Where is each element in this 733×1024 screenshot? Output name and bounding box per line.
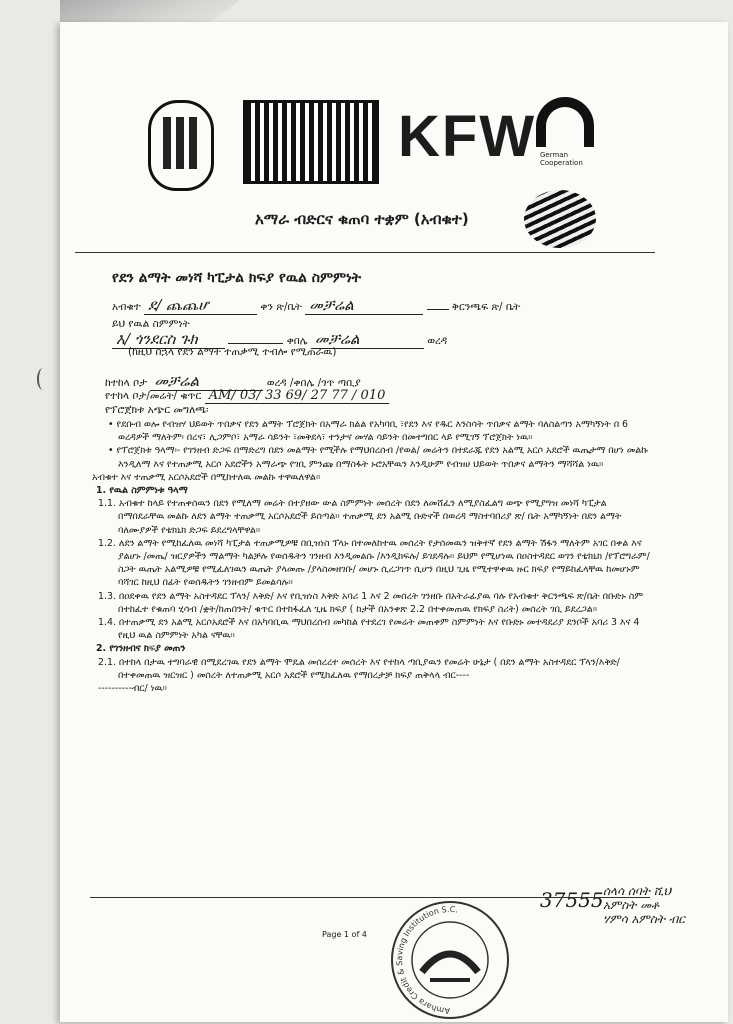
- footer-divider: [90, 897, 650, 898]
- parties-line-2b: እ/ ጎንደርስ ጉክ ቀበሌ መቻሬል ወረዳ: [112, 330, 447, 349]
- plantation-site-field: መቻሬል: [150, 372, 263, 391]
- clause: 1.3. በዐደቀዉ የደን ልማት አስተዳደር ፕላን/ እቅድ/ እና የቢዝነስ እቅድ አባሪ 1 እና 2 መሰረት ገንዘቡ በአትራፊያዉ ባሉ የአብቁተ ቅርንጫፍ ጽ/ቤት በቡድኑ ስም በተከፈተ የቁጠባ ሂሳብ /ቋት/ከጠበንት/ ቁጥር በተከፋፈለ ጊዜ ክፍያ ( ከታች በአንቀጽ 2.2 በተቀመጠዉ የክፍያ ስሪት) መሰረት ገቢ ይደረጋል።: [98, 590, 644, 615]
- project-summary-label: የፕሮጀክቱ አጭር መግለጫ፡: [105, 404, 209, 416]
- german-cooperation-logo: German Cooperation: [536, 97, 598, 153]
- kebele-handwritten-field: መቻሬል: [311, 330, 424, 349]
- header-divider: [75, 252, 655, 253]
- branch-handwritten-field: ደ/ ጨጨሆ: [144, 296, 257, 315]
- plot-number-field: AM/ 03/ 33 69/ 27 77 / 010: [205, 388, 390, 404]
- amount-words-handwritten: ሰላሳ ሰባት ሺህ አምስት መቶ ሃምሳ አምስት ብር: [603, 884, 685, 926]
- document-body: [92, 418, 652, 695]
- address-line-2: የተከላ ቦታ/መሬት/ ቁጥር AM/ 03/ 33 69/ 27 77 / 010: [105, 388, 389, 404]
- clause: 1.4. በተጠቃሚ ደን አልሚ አርሶአደሮች እና በአካባቢዉ ማህበረሰብ መካከል የተደረገ የመሬት መጠቀም ስምምነት እና የቡድኑ መተዳደሪያ ደንቦች አባሪ 3 እና 4 የዚህ ዉል ስምምነት አካል ናቸዉ።: [98, 617, 640, 642]
- intro-text: አብቁተ እና ተጠቃሚ አርሶአደሮች በሚከተለዉ መልኩ ተዋዉለዋል።: [92, 471, 321, 483]
- svg-text:Amhara Credit & Saving Institu: Amhara Credit & Saving Institution S.C.: [394, 904, 459, 1016]
- document-title: የደን ልማት መነሻ ካፒታል ክፍያ የዉል ስምምነት: [112, 270, 362, 286]
- beneficiary-note: (ከዚህ በኋላ የደን ልማት ተጠቃሚ ተብሎ የሚጠራዉ): [128, 346, 337, 358]
- bullet-item: • የደቡብ ወሎ የብዝሃ ህይወት ጥበቃና የደን ልማት ፕሮጀክት በአማራ ክልል የአካባቢ ፣የደን እና የዱር እንስሳት ጥበቃና ልማት ባለስልጣን አማካኝነት በ 6 ወረዳዎች ማለትም፡ በረና፣ ሊጋምቦ፣ አማራ ሳይንት ፣መቅደላ፣ ተንታና መሃል ሳይንት በመተግበር ላይ የሚገኝ ፕሮጀክት ነዉ።: [108, 419, 629, 444]
- hole-punch-mark: [37, 368, 49, 390]
- clause: ----------ብር/ ነዉ።: [98, 683, 167, 695]
- kfw-logo: KFW: [398, 104, 537, 169]
- bullet-item: • የፕሮጀክቱ ዓላማ፡- የገንዘብ ድጋፍ በማድረግ በደን መልማት የሚችሉ የማህበረሰብ /የወል/ መሬትን በተደራጁ የደን አልሚ አርሶ አደሮች ዉጤታማ በሆነ መልኩ እንዲለማ እና የተጠቃሚ አርሶ አደሮችን አማራጭ የገቢ ምንጩ በማስፋት ኑሮአቸዉን እንዲሁም የብዝሀ ህይወት ጥበቃና ልማትን ማሻሻል ነዉ።: [108, 445, 648, 470]
- clause: 1.2. ለደን ልማት የሚከፈለዉ መነሻ ካፒታል ተጠቃሚዎቹ በቢዝነስ ፕላኑ በተመለከተዉ መሰረት የታሰመዉን ዝቅተኛ የደን ልማት ሽፋን ማለትም አገር በቀል እና ያልሆኑ /መጤ/ ዝርያዎችን ማልማት ካልቻሉ የወሰዱትን ገንዘብ እንዲመልሱ /እንዲከፍሉ/ ይገደዳሉ። ይህም የሚሆነዉ በዐስተዳደር ወገን የቴክኒክ /የፕሮግራም/ ስጋት ዉጤት አልሚዎቹ የሚፈለገዉን ዉጤት ያላመጡ /ያላስመዘገቡ/ መሆኑ ሲረጋገጥ ሲሆን በዚህ ጊዜ የሚተዋቀዉ ዙር ክፍያ የማይከፈላቸዉ ከመሆኑም ባሻገር ከዚህ በፊት የወሰዱትን ገንዘብም ይመልሳሉ።: [98, 537, 650, 589]
- logo-strip: [148, 95, 618, 195]
- clause: 2.1. በተከላ በታዉ ተግባራዊ በሚደረገዉ የደን ልማት ሞዴል መሰረረተ መሰረት እና የተከላ ጣቢያዉን የመሬት ሁኔታ ( በደን ልማት አስተዳደር ፕላን/እቅድ/ በተቀመጠዉ ዝርዝር ) መሰረት ለተጠቃሚ አርሶ አደሮች የሚከፈለዉ የማበረታቻ ክፍያ ጠቅላላ ብር----: [98, 656, 620, 681]
- clause: 1.1. አብቁተ ከላይ የተጠቀሰዉን በደን የሚለማ መሬት በተያዘው ውል ስምምነት መሰረት በደን ለመሸፈን ለሚያስፈልግ ወጭ የሚያግዝ መነሻ ካፒታል በማበደራቸዉ መልኩ ለደን ልማት ተጠቃሚ አርሶአደሮች ይሰጣል። ተጠቃሚ ደን አልሚ ቡድኖች በወረዳ ማስተባበሪያ ጽ/ ቤት አማካኝነት በደን ልማት ባለሙያዎች የቴክኒክ ድጋፍ ይደረግላቸዋል።: [98, 498, 622, 536]
- party-handwritten-field: እ/ ጎንደርስ ጉክ: [112, 330, 225, 349]
- organization-name: አማራ ብድርና ቁጠባ ተቋም (አብቁተ): [255, 210, 469, 228]
- amount-handwritten: 37555: [540, 888, 604, 912]
- acsi-logo: [524, 190, 596, 248]
- address-line-1: ከተከላ ቦታ መቻሬል ወረዳ /ቀበሌ /ጎጥ ጣቢያ: [105, 372, 361, 390]
- section-heading: 2. የገንዘብና ክፍያ መጠን: [96, 643, 186, 655]
- parties-line-2: ይህ የዉል ስምምነት: [112, 318, 190, 330]
- acsi-stamp: [382, 900, 518, 1020]
- parties-line-1: አብቁተ ደ/ ጨጨሆ ቀን ጽ/ቤት መቻሬል ቅርንጫፍ ጽ/ ቤት: [112, 296, 521, 314]
- page-number: Page 1 of 4: [322, 930, 367, 939]
- office-handwritten-field: መቻሬል: [305, 296, 423, 315]
- bureau-logo: [243, 100, 379, 184]
- section-heading: 1. የዉል ስምምነቱ ዓላማ: [96, 485, 188, 497]
- amhara-region-logo: [148, 100, 214, 191]
